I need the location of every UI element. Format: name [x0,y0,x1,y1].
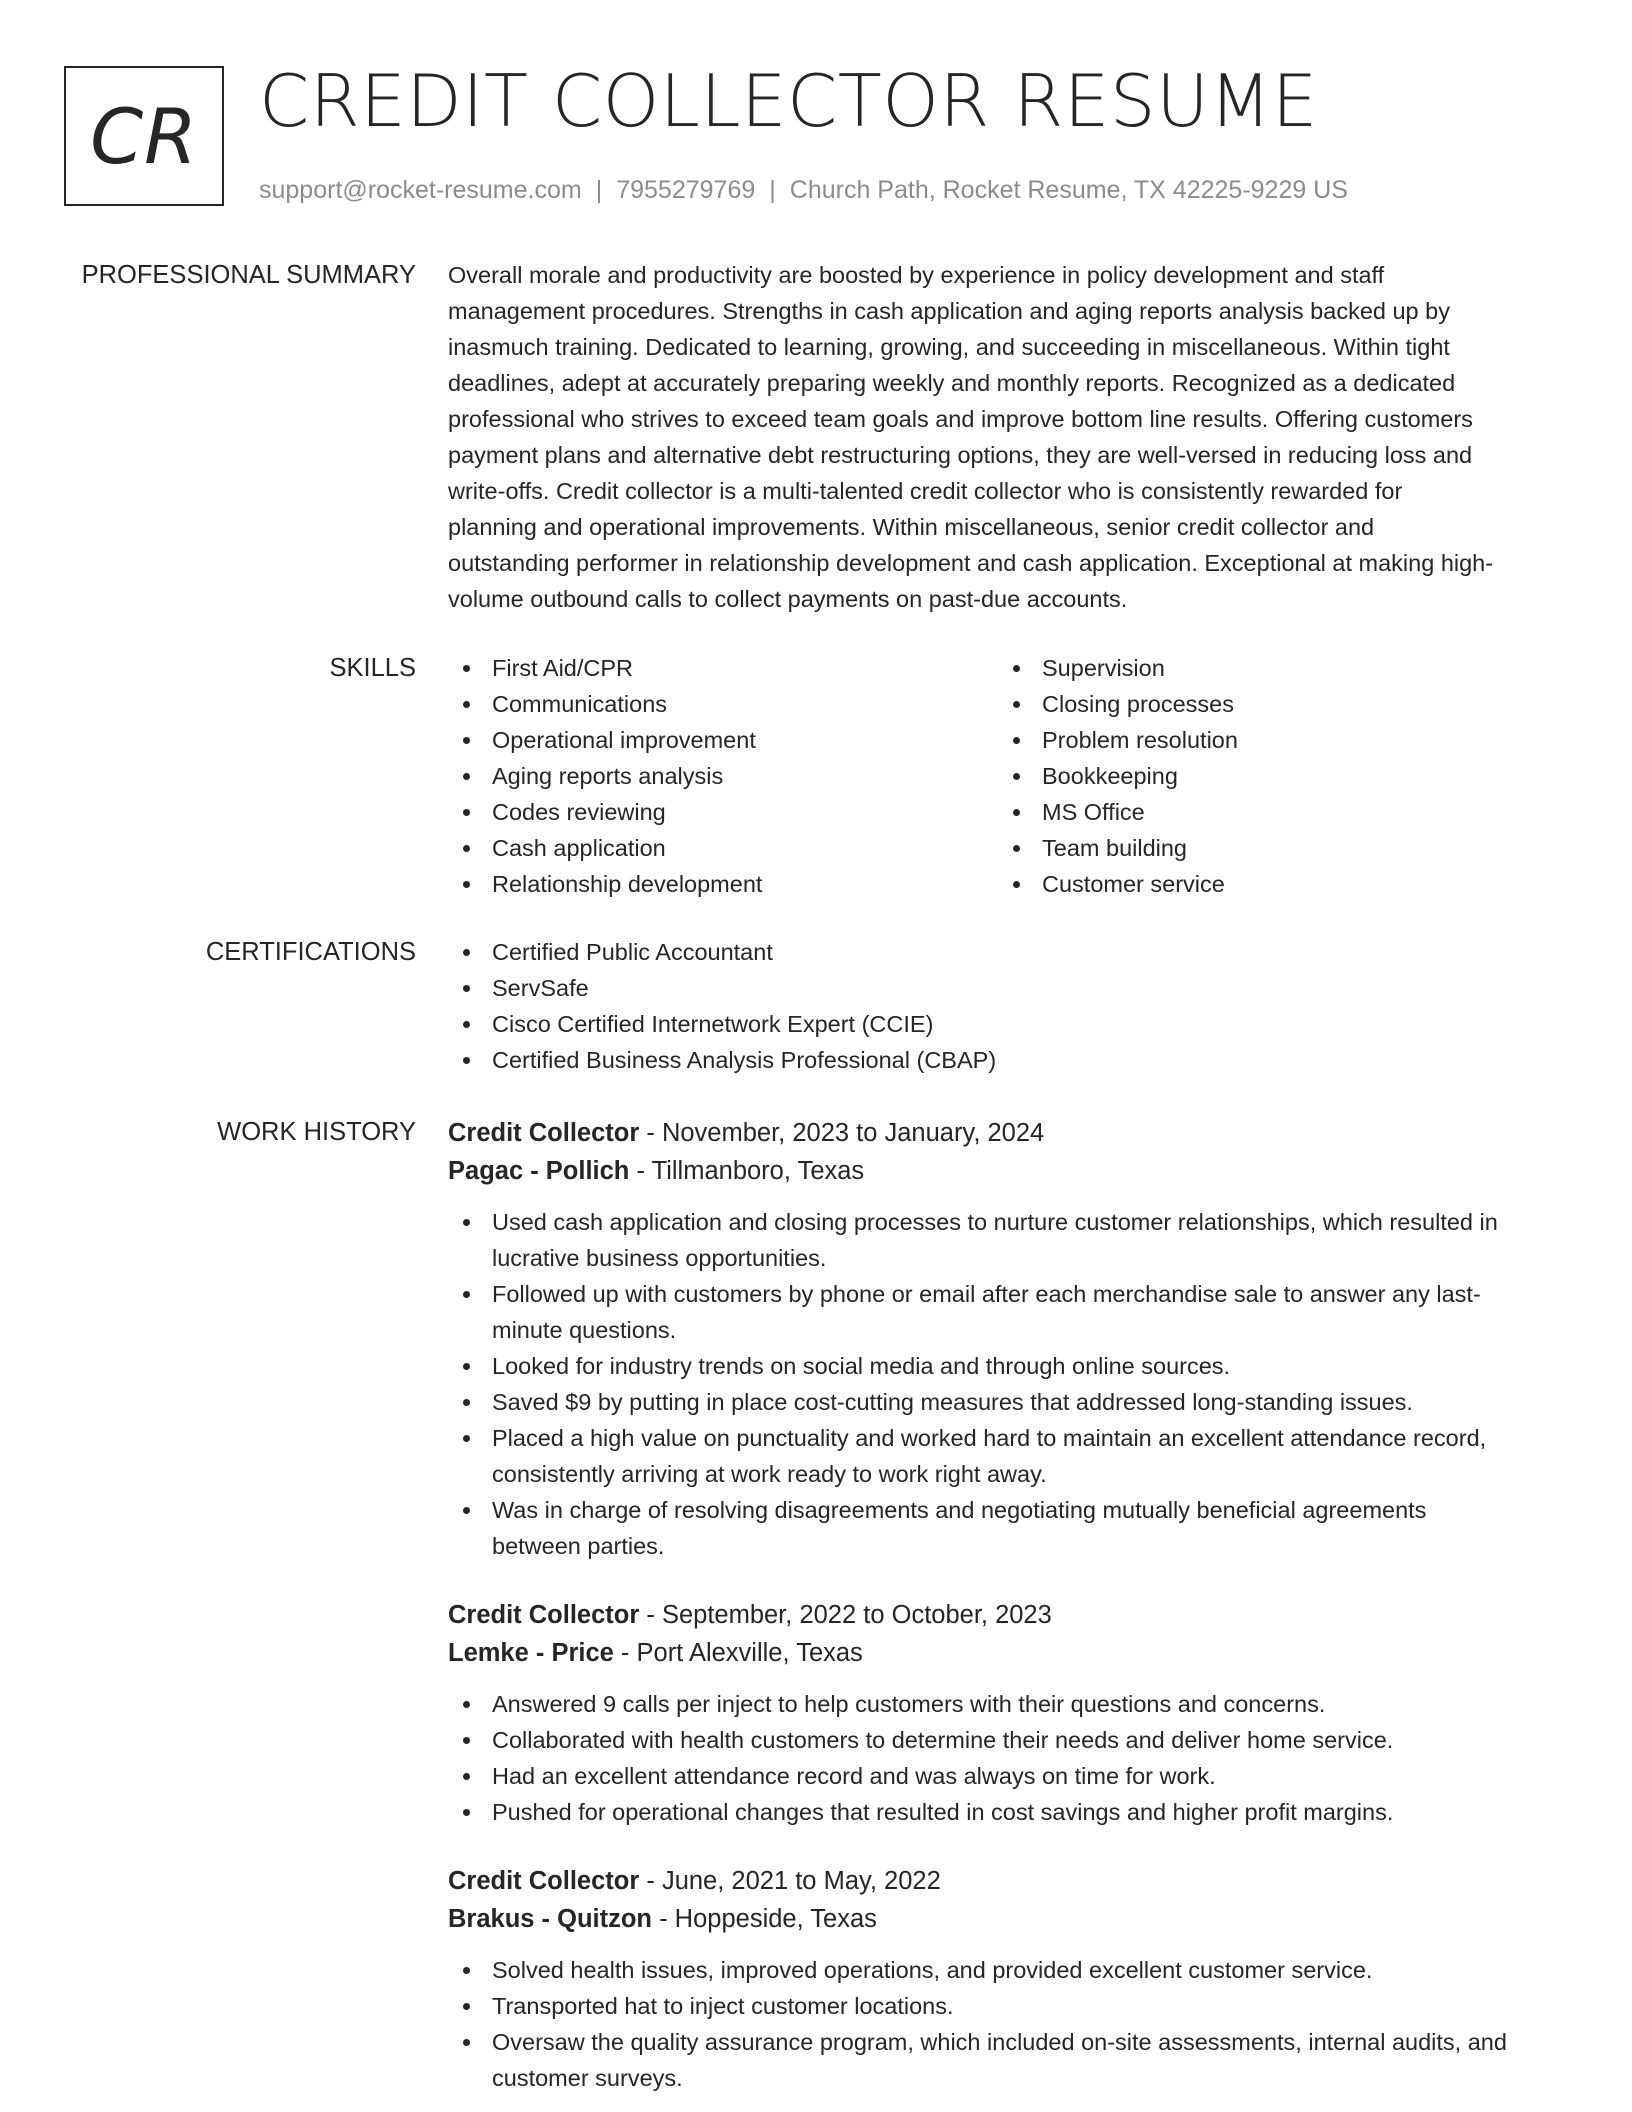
summary-text [448,257,1566,617]
job-dates: - June, 2021 to May, 2022 [639,1867,941,1895]
work-history-body [448,1114,1566,2096]
summary-line: deadlines, adept at accurately preparing weekly and monthly reports. Recognized as a dedicated [448,370,1456,396]
job-duty: Used cash application and closing processes to nurture customer relationships, which resulted in lucrative business opportunities. [448,1204,1566,1276]
summary-line: planning and operational improvements. Within miscellaneous, senior credit collector and [448,514,1375,540]
summary-line: payment plans and alternative debt restructuring options, they are well-versed in reducing loss and [448,442,1473,468]
skill-item: Team building [998,830,1548,866]
job-title-line [448,1114,1566,1152]
contact-email: support@rocket-resume.com [259,176,582,204]
job-duties-list [448,1204,1566,1564]
job-duty: Answered 9 calls per inject to help customers with their questions and concerns. [448,1686,1566,1722]
job-entry [448,1596,1566,1830]
certification-item: Certified Public Accountant [448,934,1566,970]
job-duty: Had an excellent attendance record and was always on time for work. [448,1758,1566,1794]
job-duty: Pushed for operational changes that resulted in cost savings and higher profit margins. [448,1794,1566,1830]
contact-separator: | [595,176,603,204]
job-title: Credit Collector [448,1867,640,1895]
job-duties-list [448,1686,1566,1830]
skills-grid [448,650,1566,902]
job-title: Credit Collector [448,1601,640,1629]
job-duty: Was in charge of resolving disagreements and negotiating mutually beneficial agreements between parties. [448,1492,1566,1564]
skill-item: First Aid/CPR [448,650,998,686]
job-company: Pagac - Pollich [448,1157,630,1185]
job-duty: Looked for industry trends on social media and through online sources. [448,1348,1566,1384]
certification-item: Certified Business Analysis Professional (CBAP) [448,1042,1566,1078]
skills-heading: SKILLS [329,654,416,682]
summary-line: outstanding performer in relationship development and cash application. Exceptional at making high- [448,550,1494,576]
certifications-body [448,934,1566,1078]
contact-address: Church Path, Rocket Resume, TX 42225-9229 US [789,176,1348,204]
certification-item: ServSafe [448,970,1566,1006]
skill-item: Codes reviewing [448,794,998,830]
skill-item: Aging reports analysis [448,758,998,794]
summary-line: inasmuch training. Dedicated to learning, growing, and succeeding in miscellaneous. Within tight [448,334,1450,360]
job-location: - Tillmanboro, Texas [629,1157,865,1185]
skill-item: Operational improvement [448,722,998,758]
skill-item: Bookkeeping [998,758,1548,794]
skill-item: Problem resolution [998,722,1548,758]
summary-line: volume outbound calls to collect payments on past-due accounts. [448,586,1128,612]
job-entry [448,1114,1566,1564]
contact-phone: 7955279769 [616,176,756,204]
job-duty: Placed a high value on punctuality and worked hard to maintain an excellent attendance record, consistently arriving at work ready to work right away. [448,1420,1566,1492]
resume-title: CREDIT COLLECTOR RESUME [259,59,1318,143]
certification-item: Cisco Certified Internetwork Expert (CCIE) [448,1006,1566,1042]
job-company-line [448,1900,1566,1938]
certifications-heading: CERTIFICATIONS [205,938,416,966]
summary-line: management procedures. Strengths in cash application and aging reports analysis backed up by [448,298,1450,324]
monogram-box [64,66,224,206]
skills-list-right [998,650,1548,902]
job-company-line [448,1152,1566,1190]
summary-line: professional who strives to exceed team goals and improve bottom line results. Offering customers [448,406,1473,432]
job-duties-list [448,1952,1566,2096]
skill-item: MS Office [998,794,1548,830]
job-entry [448,1862,1566,2096]
job-title-line [448,1862,1566,1900]
skill-item: Communications [448,686,998,722]
summary-heading: PROFESSIONAL SUMMARY [81,261,416,289]
monogram-initials: CR [90,91,198,181]
job-duty: Followed up with customers by phone or email after each merchandise sale to answer any last- minute questions. [448,1276,1566,1348]
skill-item: Relationship development [448,866,998,902]
job-dates: - September, 2022 to October, 2023 [639,1601,1052,1629]
skill-item: Customer service [998,866,1548,902]
job-duty: Saved $9 by putting in place cost-cutting measures that addressed long-standing issues. [448,1384,1566,1420]
job-duty: Transported hat to inject customer locations. [448,1988,1566,2024]
summary-line: write-offs. Credit collector is a multi-talented credit collector who is consistently rewarded for [448,478,1403,504]
job-location: - Hoppeside, Texas [652,1905,877,1933]
job-duty: Collaborated with health customers to determine their needs and deliver home service. [448,1722,1566,1758]
job-dates: - November, 2023 to January, 2024 [639,1119,1045,1147]
contact-separator: | [769,176,776,204]
job-duty: Oversaw the quality assurance program, which included on-site assessments, internal audits, and customer surveys. [448,2024,1566,2096]
skill-item: Closing processes [998,686,1548,722]
job-company: Lemke - Price [448,1639,614,1667]
job-title: Credit Collector [448,1119,640,1147]
job-company-line [448,1634,1566,1672]
skill-item: Cash application [448,830,998,866]
job-location: - Port Alexville, Texas [613,1639,863,1667]
skills-list-left [448,650,998,902]
job-company: Brakus - Quitzon [448,1905,653,1933]
job-title-line [448,1596,1566,1634]
skill-item: Supervision [998,650,1548,686]
contact-line [259,173,1348,207]
certifications-list [448,934,1566,1078]
work-history-heading: WORK HISTORY [217,1118,416,1146]
summary-line: Overall morale and productivity are boosted by experience in policy development and staff [448,262,1385,288]
job-duty: Solved health issues, improved operations, and provided excellent customer service. [448,1952,1566,1988]
